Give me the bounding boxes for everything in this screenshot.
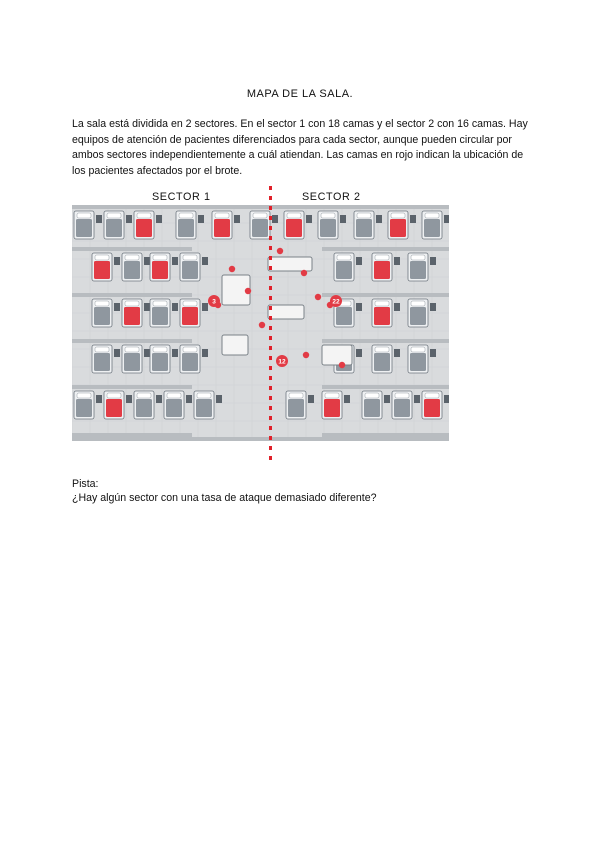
bed-pillow [125,347,139,352]
page-title: MAPA DE LA SALA. [246,88,354,100]
bedside-table [394,349,400,357]
divider-dot [269,226,272,230]
bedside-table [306,215,312,223]
bed-pillow [153,255,167,260]
bed-pillow [411,255,425,260]
bedside-table [96,215,102,223]
intro-paragraph: La sala está dividida en 2 sectores. En el sector 1 con 18 camas y el sector 2 con 16 camas. Hay equipos de atención de pacientes diferenciados para cada sector, aunque pueden circular por ambos sectores independientemente a cuál atiendan. Las camas en rojo indican la ubicación de los pacientes afectados por el brote. [72,118,528,177]
divider-dot [269,366,272,370]
bed-pillow [375,347,389,352]
floor-marker-number: 22 [332,298,340,306]
sector-1-label: SECTOR 1 [152,191,211,203]
chair [301,270,307,276]
bed-blanket [336,261,352,279]
bed-blanket [356,219,372,237]
bed-blanket [288,399,304,417]
bed-blanket [374,261,390,279]
bedside-table [430,257,436,265]
bed-pillow [375,255,389,260]
bedside-table [234,215,240,223]
divider-dot [269,186,272,190]
divider-dot [269,206,272,210]
floor-marker-number: 12 [278,358,286,366]
bedside-table [414,395,420,403]
partition-wall [322,433,449,437]
bedside-table [394,257,400,265]
bed-blanket [364,399,380,417]
divider-dot [269,196,272,200]
partition-wall [322,339,449,343]
chair [259,322,265,328]
bed-pillow [95,347,109,352]
bedside-table [126,215,132,223]
divider-dot [269,216,272,220]
partition-wall [72,385,192,389]
divider-dot [269,256,272,260]
bed-pillow [183,255,197,260]
bed-blanket [182,307,198,325]
bed-blanket [374,307,390,325]
divider-dot [269,306,272,310]
bed-pillow [183,347,197,352]
bedside-table [156,395,162,403]
bed-blanket [320,219,336,237]
bedside-table [356,257,362,265]
chair [303,352,309,358]
bed-blanket [152,353,168,371]
chair [339,362,345,368]
bedside-table [410,215,416,223]
bed-pillow [137,393,151,398]
bedside-table [144,303,150,311]
bedside-table [172,349,178,357]
bed-blanket [424,219,440,237]
bed-blanket [136,219,152,237]
sector-divider-line [268,186,274,462]
bedside-table [340,215,346,223]
bedside-table [430,349,436,357]
bedside-table [144,257,150,265]
bed-pillow [107,393,121,398]
divider-dot [269,396,272,400]
bed-blanket [424,399,440,417]
bedside-table [198,215,204,223]
bedside-table [126,395,132,403]
hint-label: Pista: [72,478,99,490]
bedside-table [114,257,120,265]
bedside-table [430,303,436,311]
bedside-table [114,303,120,311]
partition-wall [72,247,192,251]
partition-wall [72,339,192,343]
bed-blanket [152,261,168,279]
ward-map [72,205,449,441]
floor-marker-number: 3 [212,298,216,306]
divider-dot [269,346,272,350]
bed-pillow [167,393,181,398]
bed-blanket [394,399,410,417]
bed-pillow [153,347,167,352]
bedside-table [444,215,449,223]
bedside-table [156,215,162,223]
bed-pillow [321,213,335,218]
sector-2-label: SECTOR 2 [302,191,361,203]
chair [277,248,283,254]
partition-wall [322,385,449,389]
divider-dot [269,316,272,320]
bed-pillow [395,393,409,398]
bedside-table [444,395,449,403]
chair [229,266,235,272]
bed-pillow [95,301,109,306]
bedside-table [376,215,382,223]
nurse-station-table [322,345,352,365]
divider-dot [269,406,272,410]
bed-blanket [410,307,426,325]
divider-dot [269,386,272,390]
divider-dot [269,336,272,340]
bed-pillow [197,393,211,398]
bed-pillow [425,213,439,218]
divider-dot [269,416,272,420]
bed-pillow [179,213,193,218]
bed-pillow [77,393,91,398]
bed-pillow [391,213,405,218]
bed-blanket [214,219,230,237]
bedside-table [186,395,192,403]
divider-dot [269,456,272,460]
bedside-table [172,303,178,311]
bed-blanket [178,219,194,237]
hint-question: ¿Hay algún sector con una tasa de ataque demasiado diferente? [72,492,377,504]
bed-pillow [253,213,267,218]
bed-blanket [94,353,110,371]
bedside-table [394,303,400,311]
divider-dot [269,376,272,380]
bedside-table [172,257,178,265]
bed-blanket [136,399,152,417]
bedside-table [356,303,362,311]
partition-wall [322,247,449,251]
bed-pillow [325,393,339,398]
bed-blanket [374,353,390,371]
bed-pillow [411,301,425,306]
bed-pillow [337,255,351,260]
partition-wall [72,433,192,437]
bed-pillow [411,347,425,352]
bed-blanket [182,261,198,279]
divider-dot [269,436,272,440]
bed-pillow [125,301,139,306]
nurse-station-table [268,257,312,271]
bed-pillow [107,213,121,218]
bedside-table [202,349,208,357]
bed-blanket [410,353,426,371]
divider-dot [269,286,272,290]
bed-pillow [77,213,91,218]
bed-pillow [137,213,151,218]
bed-pillow [183,301,197,306]
bed-blanket [252,219,268,237]
bed-pillow [215,213,229,218]
bed-blanket [76,219,92,237]
divider-dot [269,326,272,330]
bedside-table [202,257,208,265]
bed-blanket [124,261,140,279]
bedside-table [384,395,390,403]
divider-dot [269,356,272,360]
bedside-table [202,303,208,311]
bed-pillow [357,213,371,218]
bed-pillow [425,393,439,398]
partition-wall [322,293,449,297]
bed-blanket [152,307,168,325]
bed-pillow [365,393,379,398]
bedside-table [344,395,350,403]
bed-pillow [375,301,389,306]
divider-dot [269,236,272,240]
bed-blanket [166,399,182,417]
bed-blanket [410,261,426,279]
chair [315,294,321,300]
nurse-station-table [222,335,248,355]
bed-blanket [124,307,140,325]
bed-blanket [76,399,92,417]
bed-blanket [336,307,352,325]
bedside-table [114,349,120,357]
bed-blanket [182,353,198,371]
bed-blanket [124,353,140,371]
chair [245,288,251,294]
bed-pillow [289,393,303,398]
bed-pillow [95,255,109,260]
bed-blanket [390,219,406,237]
divider-dot [269,246,272,250]
bed-blanket [324,399,340,417]
bed-blanket [94,261,110,279]
partition-wall [72,293,192,297]
outer-wall [72,205,449,209]
bed-blanket [286,219,302,237]
divider-dot [269,296,272,300]
bed-pillow [287,213,301,218]
divider-dot [269,266,272,270]
bedside-table [144,349,150,357]
bed-blanket [196,399,212,417]
bed-blanket [106,219,122,237]
bed-pillow [125,255,139,260]
outer-wall [72,437,449,441]
bed-pillow [153,301,167,306]
bedside-table [356,349,362,357]
divider-dot [269,276,272,280]
divider-dot [269,446,272,450]
bed-blanket [106,399,122,417]
bedside-table [308,395,314,403]
divider-dot [269,426,272,430]
bedside-table [216,395,222,403]
bed-blanket [94,307,110,325]
bedside-table [96,395,102,403]
